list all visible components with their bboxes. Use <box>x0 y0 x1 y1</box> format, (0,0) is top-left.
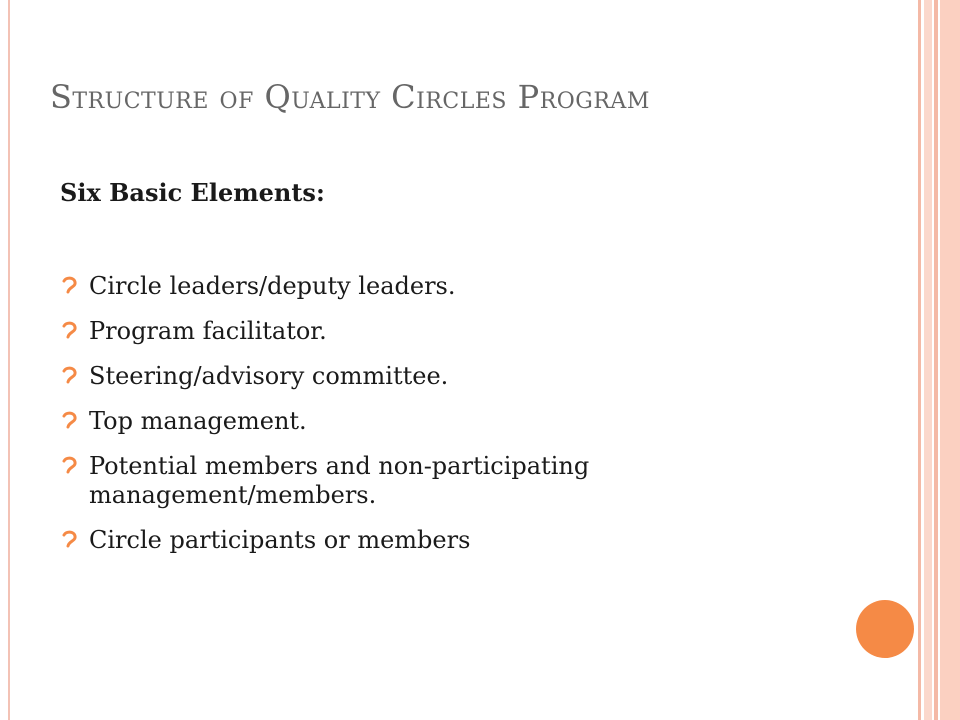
right-stripe <box>934 0 938 720</box>
left-border-rule <box>8 0 10 720</box>
slide-title: Structure of Quality Circles Program <box>50 78 650 116</box>
orange-hook-bullet-icon <box>60 365 80 387</box>
bullet-item <box>60 317 840 346</box>
bullet-text: Circle leaders/deputy leaders. <box>89 272 456 300</box>
orange-hook-bullet-icon <box>60 275 80 297</box>
right-stripe <box>924 0 932 720</box>
orange-hook-bullet-icon <box>60 320 80 342</box>
right-stripe <box>918 0 921 720</box>
bullet-item <box>60 452 840 510</box>
bullet-text: Program facilitator. <box>89 317 327 345</box>
section-subheading: Six Basic Elements: <box>60 178 325 207</box>
bullet-text: Circle participants or members <box>89 526 471 554</box>
bullet-item <box>60 272 840 301</box>
bullet-item <box>60 407 840 436</box>
orange-hook-bullet-icon <box>60 455 80 477</box>
bullet-text: Steering/advisory committee. <box>89 362 449 390</box>
orange-hook-bullet-icon <box>60 410 80 432</box>
bullet-list <box>60 272 840 571</box>
bullet-item <box>60 362 840 391</box>
right-stripe <box>940 0 960 720</box>
orange-hook-bullet-icon <box>60 529 80 551</box>
decorative-orange-circle <box>856 600 914 658</box>
bullet-text: Top management. <box>89 407 307 435</box>
bullet-item <box>60 526 840 555</box>
bullet-text: Potential members and non-participating management/members. <box>89 452 590 509</box>
